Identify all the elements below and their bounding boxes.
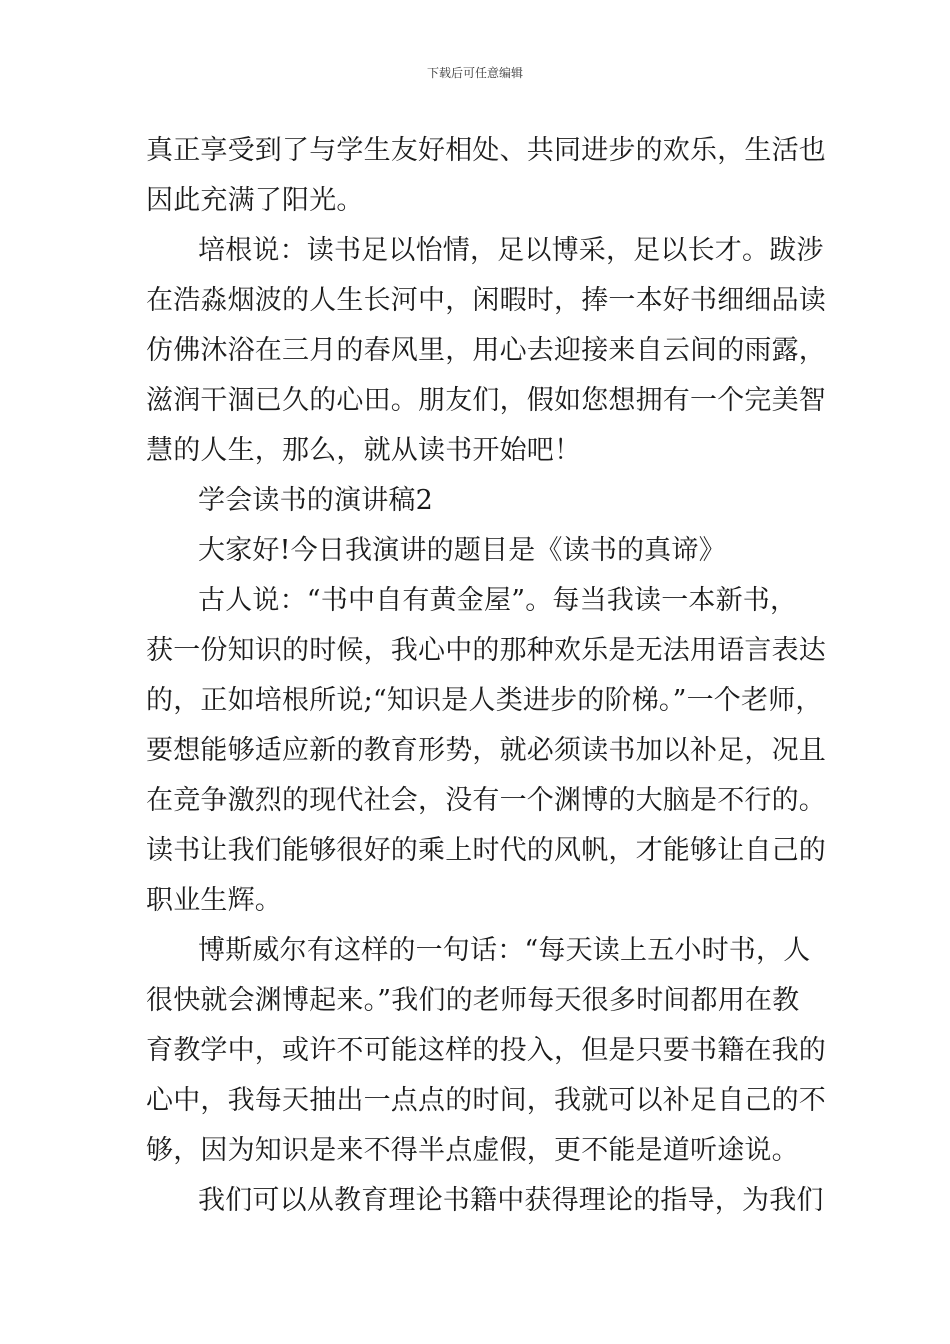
section-heading: 学会读书的演讲稿2 [198,485,433,516]
body-line: 真正享受到了与学生友好相处、共同进步的欢乐，生活也 [146,135,826,166]
paragraph-first-line: 培根说：读书足以怡情，足以博采，足以长才。跋涉 [198,235,824,266]
body-line: 心中，我每天抽出一点点的时间，我就可以补足自己的不 [146,1085,826,1116]
body-line: 育教学中，或许不可能这样的投入，但是只要书籍在我的 [146,1035,826,1066]
body-line: 慧的人生，那么，就从读书开始吧！ [146,435,582,466]
body-line: 很快就会渊博起来。”我们的老师每天很多时间都用在教 [146,985,800,1016]
body-line: 读书让我们能够很好的乘上时代的风帆，才能够让自己的 [146,835,826,866]
body-line: 滋润干涸已久的心田。朋友们，假如您想拥有一个完美智 [146,385,826,416]
body-line: 获一份知识的时候，我心中的那种欢乐是无法用语言表达 [146,635,826,666]
body-line: 因此充满了阳光。 [146,185,364,216]
body-line: 要想能够适应新的教育形势，就必须读书加以补足，况且 [146,735,826,766]
paragraph-first-line: 古人说：“书中自有黄金屋”。每当我读一本新书， [198,585,798,616]
body-line: 仿佛沐浴在三月的春风里，用心去迎接来自云间的雨露， [146,335,826,366]
paragraph-first-line: 大家好!今日我演讲的题目是《读书的真谛》 [198,535,726,566]
body-line: 职业生辉。 [146,885,282,916]
body-line: 够，因为知识是来不得半点虚假，更不能是道听途说。 [146,1135,799,1166]
body-line: 在竞争激烈的现代社会，没有一个渊博的大脑是不行的。 [146,785,826,816]
page-header: 下载后可任意编辑 [426,66,523,80]
paragraph-first-line: 博斯威尔有这样的一句话：“每天读上五小时书，人 [198,935,811,966]
body-line: 的，正如培根所说;“知识是人类进步的阶梯。”一个老师， [146,685,823,716]
body-line: 在浩淼烟波的人生长河中，闲暇时，捧一本好书细细品读 [146,285,826,316]
paragraph-first-line: 我们可以从教育理论书籍中获得理论的指导，为我们 [198,1185,824,1216]
